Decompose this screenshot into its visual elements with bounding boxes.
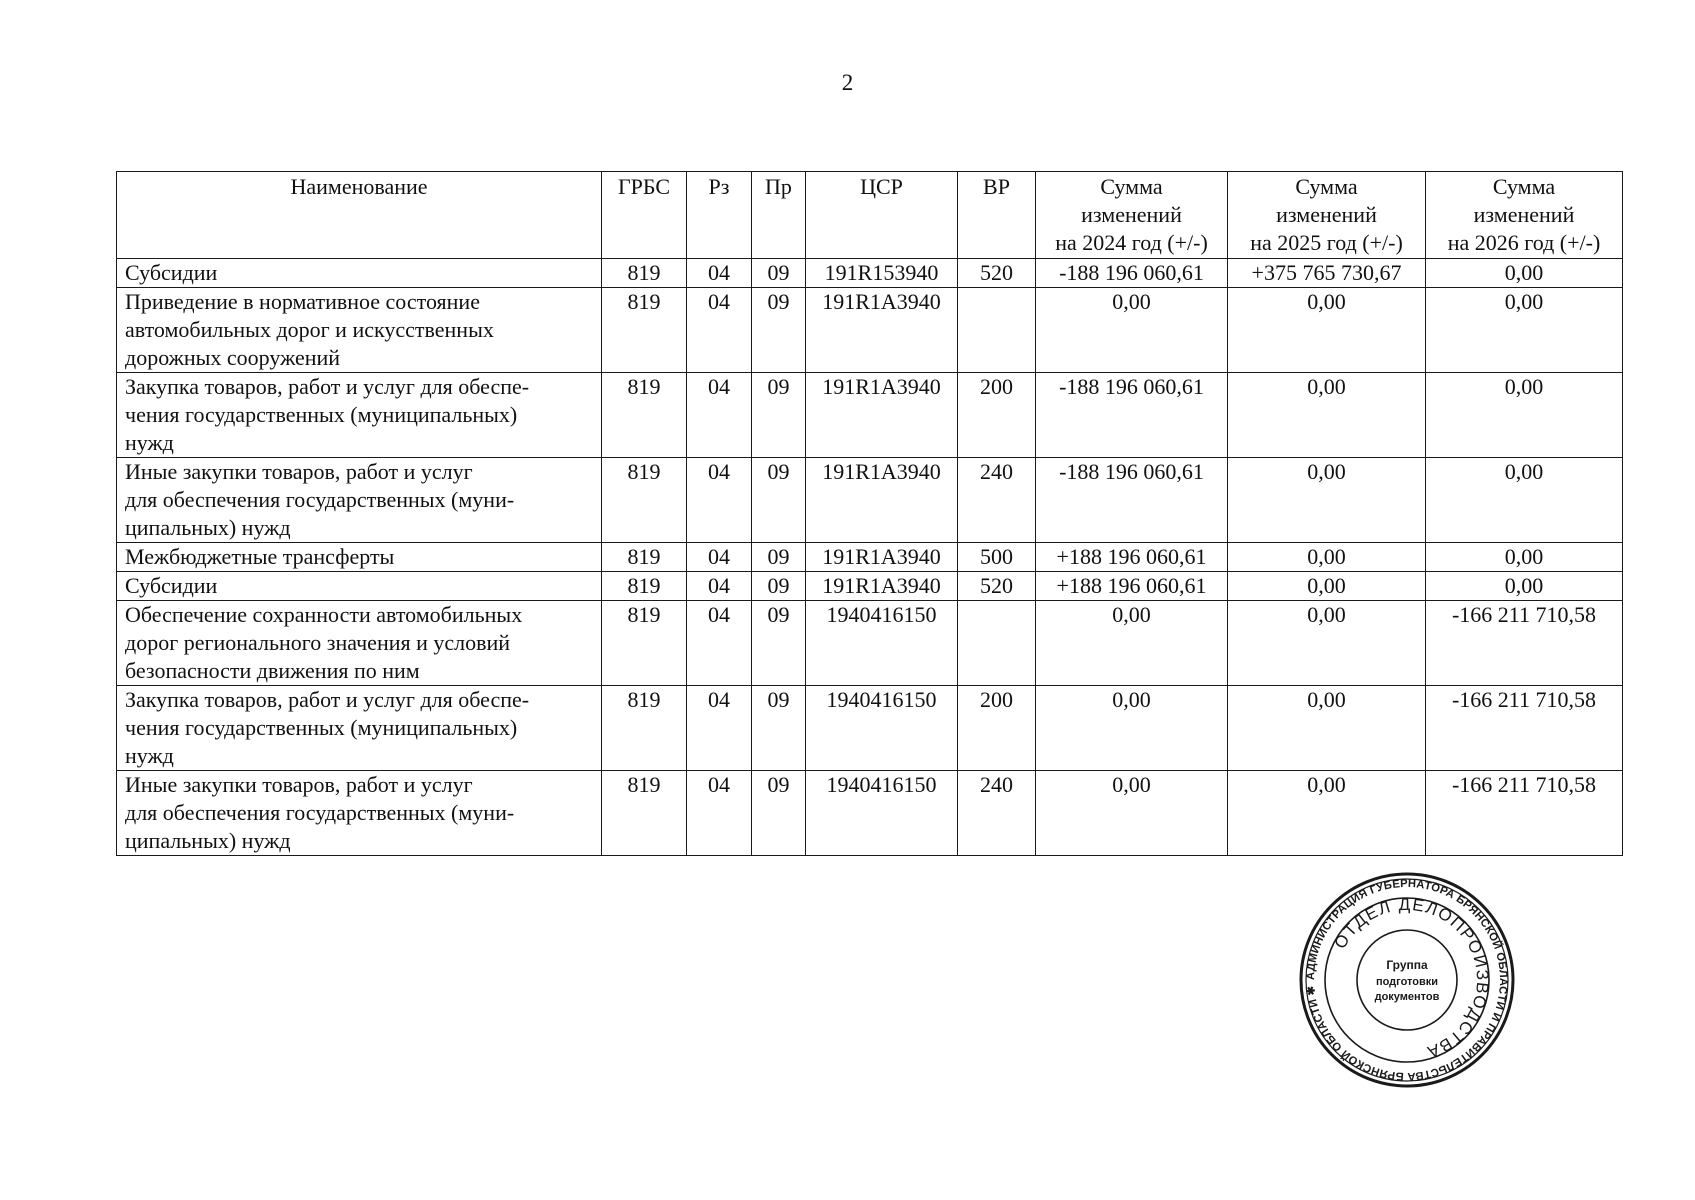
row-name-cell: Субсидии: [117, 572, 602, 601]
row-vr-cell: 200: [958, 373, 1036, 458]
row-grbs-cell: 819: [602, 601, 687, 686]
row-grbs-cell: 819: [602, 543, 687, 572]
row-pr-cell: 09: [752, 288, 806, 373]
row-pr-cell: 09: [752, 458, 806, 543]
row-csr-cell: 191R1A3940: [806, 288, 958, 373]
row-vr-cell: 240: [958, 458, 1036, 543]
table-row: [117, 686, 1623, 771]
row-sum-2026-cell: 0,00: [1426, 259, 1623, 288]
row-grbs-cell: 819: [602, 259, 687, 288]
row-sum-2025-cell: 0,00: [1228, 543, 1426, 572]
header-name: Наименование: [117, 172, 602, 259]
row-sum-2025-cell: 0,00: [1228, 373, 1426, 458]
row-sum-2024-cell: -188 196 060,61: [1036, 458, 1228, 543]
row-grbs-cell: 819: [602, 771, 687, 856]
row-sum-2024-cell: -188 196 060,61: [1036, 259, 1228, 288]
header-vr: ВР: [958, 172, 1036, 259]
row-sum-2025-cell: 0,00: [1228, 572, 1426, 601]
row-rz-cell: 04: [687, 686, 752, 771]
row-pr-cell: 09: [752, 686, 806, 771]
row-pr-cell: 09: [752, 572, 806, 601]
row-sum-2025-cell: 0,00: [1228, 288, 1426, 373]
row-grbs-cell: 819: [602, 686, 687, 771]
row-rz-cell: 04: [687, 458, 752, 543]
row-csr-cell: 191R1A3940: [806, 373, 958, 458]
row-sum-2025-cell: 0,00: [1228, 771, 1426, 856]
table-row: [117, 543, 1623, 572]
office-stamp: [1297, 870, 1517, 1090]
row-grbs-cell: 819: [602, 458, 687, 543]
row-rz-cell: 04: [687, 572, 752, 601]
header-grbs: ГРБС: [602, 172, 687, 259]
header-sum-2025: Сумма изменений на 2025 год (+/-): [1228, 172, 1426, 259]
row-vr-cell: 240: [958, 771, 1036, 856]
row-csr-cell: 191R1A3940: [806, 572, 958, 601]
row-sum-2026-cell: 0,00: [1426, 288, 1623, 373]
row-sum-2024-cell: 0,00: [1036, 686, 1228, 771]
row-sum-2024-cell: 0,00: [1036, 601, 1228, 686]
row-csr-cell: 1940416150: [806, 771, 958, 856]
row-sum-2025-cell: +375 765 730,67: [1228, 259, 1426, 288]
table-row: [117, 373, 1623, 458]
stamp-center-line-3: документов: [1374, 991, 1440, 1003]
row-name-cell: Обеспечение сохранности автомобильных дорог регионального значения и условий безопасности движения по ним: [117, 601, 602, 686]
header-sum-2024: Сумма изменений на 2024 год (+/-): [1036, 172, 1228, 259]
row-grbs-cell: 819: [602, 288, 687, 373]
row-vr-cell: 520: [958, 259, 1036, 288]
table-row: [117, 259, 1623, 288]
row-sum-2024-cell: 0,00: [1036, 288, 1228, 373]
table-row: [117, 601, 1623, 686]
header-rz: Рз: [687, 172, 752, 259]
row-rz-cell: 04: [687, 373, 752, 458]
stamp-center-line-1: Группа: [1386, 958, 1428, 972]
row-sum-2026-cell: -166 211 710,58: [1426, 601, 1623, 686]
row-pr-cell: 09: [752, 373, 806, 458]
row-vr-cell: 520: [958, 572, 1036, 601]
row-name-cell: Закупка товаров, работ и услуг для обеспе- чения государственных (муниципальных) нужд: [117, 686, 602, 771]
row-sum-2026-cell: 0,00: [1426, 543, 1623, 572]
row-csr-cell: 191R153940: [806, 259, 958, 288]
row-pr-cell: 09: [752, 543, 806, 572]
table-row: [117, 458, 1623, 543]
row-vr-cell: 200: [958, 686, 1036, 771]
table-row: [117, 771, 1623, 856]
header-csr: ЦСР: [806, 172, 958, 259]
row-sum-2024-cell: -188 196 060,61: [1036, 373, 1228, 458]
row-rz-cell: 04: [687, 771, 752, 856]
row-rz-cell: 04: [687, 288, 752, 373]
row-pr-cell: 09: [752, 601, 806, 686]
row-vr-cell: [958, 601, 1036, 686]
stamp-center-line-2: подготовки: [1375, 976, 1439, 988]
row-sum-2026-cell: -166 211 710,58: [1426, 686, 1623, 771]
row-name-cell: Межбюджетные трансферты: [117, 543, 602, 572]
row-sum-2026-cell: 0,00: [1426, 458, 1623, 543]
row-sum-2024-cell: 0,00: [1036, 771, 1228, 856]
budget-changes-table: [116, 171, 1623, 856]
row-rz-cell: 04: [687, 601, 752, 686]
table-header-row: [117, 172, 1623, 259]
row-sum-2024-cell: +188 196 060,61: [1036, 543, 1228, 572]
row-grbs-cell: 819: [602, 572, 687, 601]
header-sum-2026: Сумма изменений на 2026 год (+/-): [1426, 172, 1623, 259]
row-csr-cell: 191R1A3940: [806, 458, 958, 543]
row-pr-cell: 09: [752, 771, 806, 856]
row-sum-2026-cell: 0,00: [1426, 572, 1623, 601]
row-name-cell: Субсидии: [117, 259, 602, 288]
row-name-cell: Приведение в нормативное состояние автомобильных дорог и искусственных дорожных сооружений: [117, 288, 602, 373]
page-number: 2: [841, 70, 854, 95]
stamp-outer-text: АДМИНИСТРАЦИЯ ГУБЕРНАТОРА БРЯНСКОЙ ОБЛАСТИ И ПРАВИТЕЛЬСТВА БРЯНСКОЙ ОБЛАСТИ ✱: [1304, 877, 1510, 1083]
row-vr-cell: [958, 288, 1036, 373]
row-grbs-cell: 819: [602, 373, 687, 458]
row-rz-cell: 04: [687, 259, 752, 288]
row-vr-cell: 500: [958, 543, 1036, 572]
row-name-cell: Закупка товаров, работ и услуг для обеспе- чения государственных (муниципальных) нужд: [117, 373, 602, 458]
row-sum-2026-cell: -166 211 710,58: [1426, 771, 1623, 856]
row-csr-cell: 1940416150: [806, 686, 958, 771]
row-sum-2026-cell: 0,00: [1426, 373, 1623, 458]
table-row: [117, 288, 1623, 373]
header-pr: Пр: [752, 172, 806, 259]
row-csr-cell: 191R1A3940: [806, 543, 958, 572]
row-sum-2024-cell: +188 196 060,61: [1036, 572, 1228, 601]
stamp-inner-text: ОТДЕЛ ДЕЛОПРОИЗВОДСТВА: [1330, 894, 1493, 1063]
table-row: [117, 572, 1623, 601]
row-rz-cell: 04: [687, 543, 752, 572]
row-name-cell: Иные закупки товаров, работ и услуг для обеспечения государственных (муни- ципальных) нужд: [117, 771, 602, 856]
row-sum-2025-cell: 0,00: [1228, 601, 1426, 686]
row-pr-cell: 09: [752, 259, 806, 288]
row-csr-cell: 1940416150: [806, 601, 958, 686]
row-sum-2025-cell: 0,00: [1228, 458, 1426, 543]
row-name-cell: Иные закупки товаров, работ и услуг для обеспечения государственных (муни- ципальных) нужд: [117, 458, 602, 543]
row-sum-2025-cell: 0,00: [1228, 686, 1426, 771]
